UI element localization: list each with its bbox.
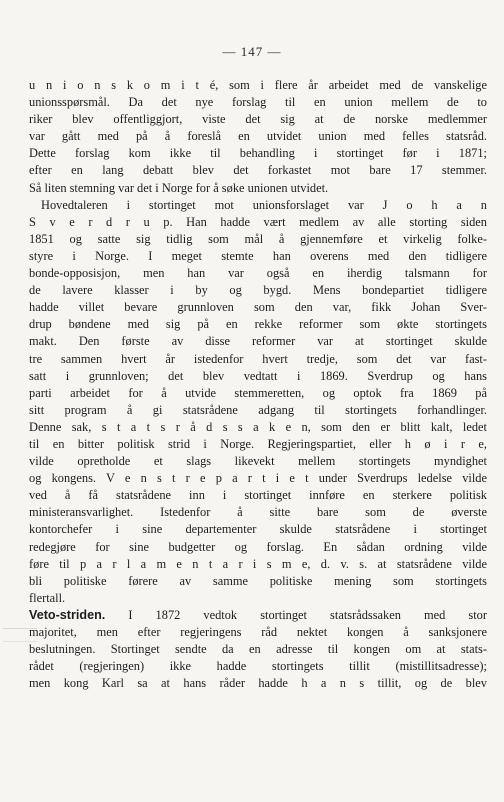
text-line: beslutningen. Stortinget sendte da en adresse til kongen om at stats-	[29, 642, 487, 657]
text-line: de lavere klasser i by og bygd. Mens bondepartiet tidligere	[29, 283, 487, 298]
body-text	[29, 77, 487, 692]
text-line: majoritet, men efter regjeringens råd nektet kongen å sanksjonere	[29, 625, 487, 639]
text-line: makt. Den første av disse reformer var at stortinget skulde	[29, 334, 487, 349]
text-line: kontorchefer i sine departementer skulde statsrådene i stortinget	[29, 522, 487, 537]
text-run: I 1872 vedtok stortinget statsrådssaken med stor	[128, 607, 487, 622]
text-line: u n i o n s k o m i t é, som i flere år arbeidet med de vanskelige	[29, 78, 487, 92]
paragraph-johan-sverdrup	[29, 197, 487, 607]
text-line: unionsspørsmål. Da det nye forslag til en union mellem de to	[29, 95, 487, 110]
text-line: men kong Karl sa at hans råder hadde h a n s tillit, og de blev	[29, 676, 487, 691]
text-line: redegjøre for sine budgetter og forslag. En sådan ordning vilde	[29, 539, 487, 554]
text-line: ved å få statsrådene inn i stortinget innføre en sterkere politisk	[29, 488, 487, 503]
text-line: flertall.	[29, 590, 66, 605]
text-line: S v e r d r u p. Han hadde vært medlem av alle storting siden	[29, 214, 487, 229]
text-line: parti arbeidet for å utvide stemmeretten, og optok fra 1869 på	[29, 385, 487, 400]
text-line: efter en lang debatt blev det forkastet mot bare 17 stemmer.	[29, 163, 487, 178]
margin-scan-mark	[3, 628, 37, 642]
text-line: føre til p a r l a m e n t a r i s m e, d. v. s. at statsrådene vilde	[29, 556, 487, 571]
section-heading: Veto-striden.	[29, 607, 106, 622]
text-line: vilde opretholde et slags likevekt mellem stortingets myndighet	[29, 454, 487, 469]
text-line: ministeransvarlighet. Istedenfor å sitte bare som de øverste	[29, 505, 487, 520]
text-line: Så liten stemning var det i Norge for å søke unionen utvidet.	[29, 180, 329, 195]
text-line-with-heading	[29, 607, 487, 624]
text-line: Dette forslag kom ikke til behandling i stortinget før i 1871;	[29, 146, 487, 161]
text-line: bonde-opposisjon, men han var også en iherdig talsmann for	[29, 266, 487, 281]
text-line: 1851 og satte sig tidlig som mål å gjennemføre et virkelig folke-	[29, 231, 487, 246]
text-line: satt i grunnloven; det blev vedtatt i 1869. Sverdrup og hans	[29, 368, 487, 383]
text-line: og kongens. V e n s t r e p a r t i e t under Sverdrups ledelse vilde	[29, 471, 487, 486]
text-line: Hovedtaleren i stortinget mot unionsforslaget var J o h a n	[41, 197, 487, 212]
text-line: styre i Norge. I meget stemte han overens med den tidligere	[29, 248, 487, 263]
text-line: rådet (regjeringen) ikke hadde stortingets tillit (mistillitsadresse);	[29, 659, 487, 674]
text-line: var gått med på å foreslå en utvidet union med felles statsråd.	[29, 129, 487, 144]
text-line: Denne sak, s t a t s r å d s s a k e n, som den er blitt kalt, ledet	[29, 419, 487, 434]
text-line: til en bitter politisk strid i Norge. Regjeringspartiet, eller h ø i r e,	[29, 436, 487, 451]
paragraph-veto-dispute	[29, 607, 487, 692]
paragraph-union-committee	[29, 77, 487, 197]
text-line: bli politiske førere av samme politiske mening som stortingets	[29, 573, 487, 588]
text-line: drup bøndene med sig på en rekke reformer som økte stortingets	[29, 317, 487, 332]
text-line: sitt program å gi statsrådene adgang til stortingets forhandlinger.	[29, 402, 487, 417]
text-line: hadde villet bevare grunnloven som den var, fikk Johan Sver-	[29, 300, 487, 315]
text-line: riker blev offentliggjort, viste det sig at de norske medlemmer	[29, 112, 487, 127]
text-line: tre sammen hvert år istedenfor hvert tredje, som det var fast-	[29, 351, 487, 366]
page-number: — 147 —	[222, 44, 282, 59]
